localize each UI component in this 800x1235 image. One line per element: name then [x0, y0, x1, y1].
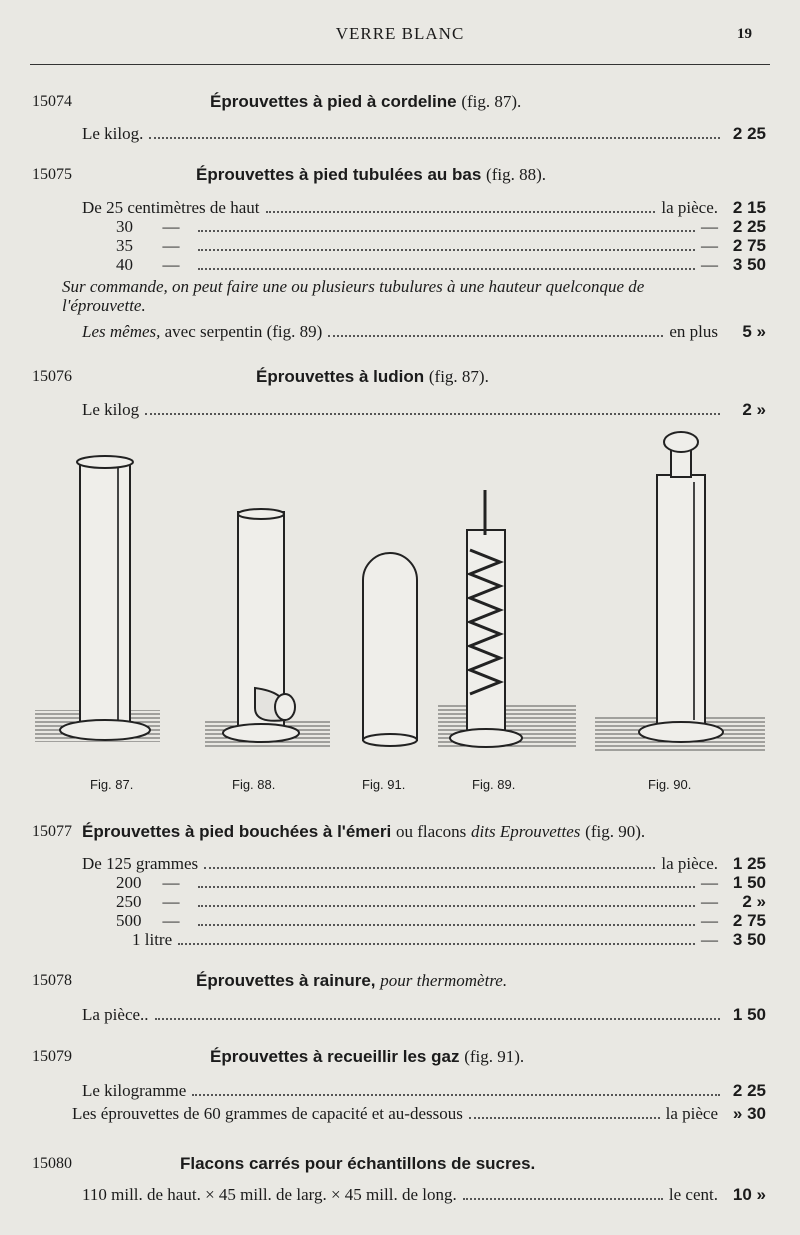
item-heading — [256, 367, 489, 387]
ditto-mark: — — [162, 911, 180, 930]
item-code: 15075 — [32, 166, 72, 183]
item-heading — [82, 822, 645, 842]
line-label: 110 mill. de haut. × 45 mill. de larg. × 45 mill. de long. — [82, 1185, 457, 1204]
line-label: Le kilog. — [82, 124, 144, 143]
line-unit: — — [701, 217, 718, 236]
figure-reference: (fig. 87). — [428, 367, 489, 386]
figure-caption: Fig. 91. — [362, 777, 406, 792]
line-unit: — — [701, 255, 718, 274]
fig-88-tubulated-cylinder — [205, 509, 330, 748]
ditto-mark: — — [162, 217, 180, 236]
figure-reference: (fig. 88). — [486, 165, 547, 184]
price: 2 » — [742, 892, 766, 911]
dot-leader — [198, 905, 695, 907]
price: 2 75 — [732, 236, 766, 255]
ditto-mark: — — [162, 236, 180, 255]
price: 3 50 — [732, 255, 766, 274]
dot-leader — [463, 1198, 663, 1200]
figure-caption: Fig. 90. — [648, 777, 692, 792]
dot-leader — [328, 335, 663, 337]
heading-italic: dits Eprouvettes — [471, 822, 581, 841]
heading-text: Éprouvettes à recueillir les gaz — [210, 1047, 460, 1066]
price-line — [82, 253, 766, 275]
dot-leader — [198, 268, 695, 270]
price: 2 25 — [732, 1081, 766, 1100]
price: 1 50 — [732, 1005, 766, 1024]
price-line — [82, 398, 766, 420]
price: 1 50 — [732, 873, 766, 892]
item-heading — [196, 971, 507, 991]
line-unit: la pièce. — [661, 198, 718, 217]
fig-91-gas-collecting-tube — [363, 553, 417, 746]
price-line — [82, 1079, 766, 1101]
price-line — [82, 1003, 766, 1025]
dot-leader — [198, 249, 695, 251]
line-label: La pièce.. — [82, 1005, 149, 1024]
page-number: 19 — [737, 26, 752, 42]
line-label: De 125 grammes — [82, 854, 199, 873]
price-line — [72, 1102, 766, 1124]
price: 2 25 — [732, 124, 766, 143]
dot-leader — [192, 1094, 720, 1096]
line-label — [82, 322, 322, 342]
size-value: 500 — [116, 911, 142, 930]
heading-italic: pour thermomètre. — [380, 971, 508, 990]
item-code: 15078 — [32, 972, 72, 989]
price-line — [82, 928, 766, 950]
figure-reference: (fig. 90). — [585, 822, 646, 841]
heading-text: Éprouvettes à pied bouchées à l'émeri — [82, 822, 392, 841]
dot-leader — [145, 413, 720, 415]
line-unit: — — [701, 892, 718, 911]
heading-text: Flacons carrés pour échantillons de sucres. — [180, 1154, 536, 1173]
heading-text: Éprouvettes à ludion — [256, 367, 425, 386]
item-code: 15074 — [32, 93, 72, 110]
price: 3 50 — [732, 930, 766, 949]
ditto-mark: — — [162, 873, 180, 892]
dot-leader — [155, 1018, 720, 1020]
fig-90-stoppered-cylinder — [595, 432, 765, 753]
price: 10 » — [732, 1185, 766, 1204]
figure-plate — [30, 420, 770, 800]
line-label: 1 litre — [132, 930, 173, 949]
price-line — [82, 122, 766, 144]
heading-text: Éprouvettes à pied à cordeline — [210, 92, 457, 111]
item-code: 15077 — [32, 823, 72, 840]
size-value: 250 — [116, 892, 142, 911]
dot-leader — [469, 1117, 660, 1119]
item-heading — [180, 1154, 535, 1174]
line-label: De 25 centimètres de haut — [82, 198, 260, 217]
price: 2 15 — [732, 198, 766, 217]
dot-leader — [204, 867, 655, 869]
heading-text: Éprouvettes à pied tubulées au bas — [196, 165, 482, 184]
price: » 30 — [732, 1104, 766, 1123]
item-code: 15079 — [32, 1048, 72, 1065]
size-value: 30 — [116, 217, 133, 236]
price: 1 25 — [732, 854, 766, 873]
label-text: avec serpentin (fig. 89) — [164, 322, 323, 341]
price: 2 » — [742, 400, 766, 419]
figure-caption: Fig. 88. — [232, 777, 276, 792]
fig-87-graduated-cylinder — [35, 456, 160, 742]
ditto-mark: — — [162, 255, 180, 274]
line-label: Le kilog — [82, 400, 140, 419]
line-unit: — — [701, 873, 718, 892]
item-code: 15080 — [32, 1155, 72, 1172]
dot-leader — [198, 230, 695, 232]
heading-text: Éprouvettes à rainure, — [196, 971, 376, 990]
figure-caption: Fig. 87. — [90, 777, 134, 792]
price: 2 75 — [732, 911, 766, 930]
figure-caption: Fig. 89. — [472, 777, 516, 792]
page-header — [0, 24, 800, 44]
line-unit: en plus — [669, 322, 718, 341]
glassware-illustrations — [30, 420, 770, 780]
label-italic: Les mêmes, — [82, 322, 161, 341]
line-unit: — — [701, 236, 718, 255]
item-heading — [196, 165, 546, 185]
price: 2 25 — [732, 217, 766, 236]
dot-leader — [178, 943, 695, 945]
price-line — [82, 320, 766, 342]
item-note: Sur commande, on peut faire une ou plusieurs tubulures à une hauteur quelconque de l'éprouvette. — [62, 277, 645, 315]
header-rule — [30, 64, 770, 65]
price: 5 » — [742, 322, 766, 341]
heading-rest: ou flacons — [395, 822, 467, 841]
line-unit: — — [701, 930, 718, 949]
dot-leader — [198, 886, 695, 888]
size-value: 35 — [116, 236, 133, 255]
line-label — [82, 255, 192, 275]
figure-reference: (fig. 87). — [461, 92, 522, 111]
item-code: 15076 — [32, 368, 72, 385]
size-value: 200 — [116, 873, 142, 892]
dot-leader — [149, 137, 720, 139]
line-label: Le kilogramme — [82, 1081, 187, 1100]
price-line — [82, 1183, 766, 1205]
line-unit: — — [701, 911, 718, 930]
fig-89-serpentine-cylinder — [438, 490, 576, 747]
line-unit: la pièce. — [661, 854, 718, 873]
item-heading — [210, 1047, 524, 1067]
page-title: VERRE BLANC — [335, 24, 465, 43]
line-unit: la pièce — [665, 1104, 718, 1123]
ditto-mark: — — [162, 892, 180, 911]
size-value: 40 — [116, 255, 133, 274]
figure-reference: (fig. 91). — [464, 1047, 525, 1066]
line-label: Les éprouvettes de 60 grammes de capacité et au-dessous — [72, 1104, 463, 1123]
dot-leader — [198, 924, 695, 926]
dot-leader — [266, 211, 656, 213]
line-unit: le cent. — [668, 1185, 718, 1204]
item-heading — [210, 92, 521, 112]
